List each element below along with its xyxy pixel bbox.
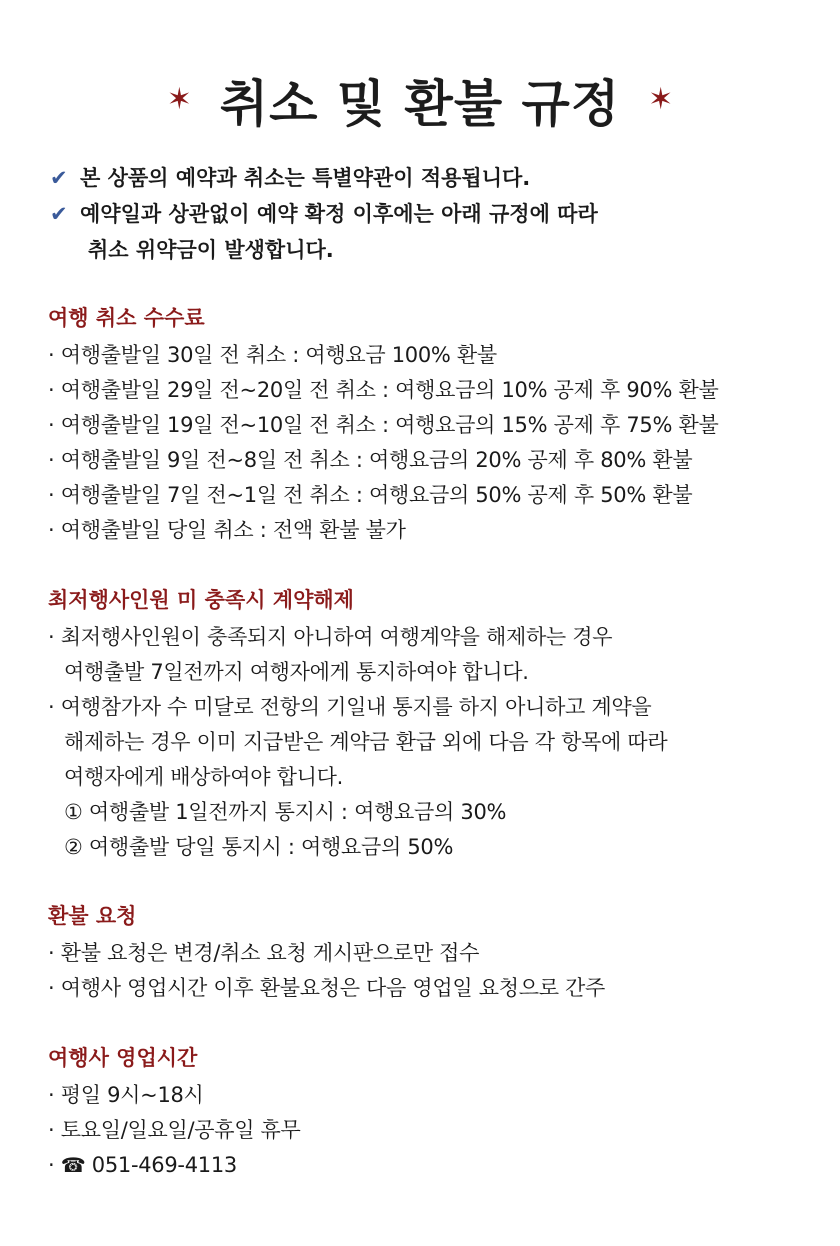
fee-line: · 여행출발일 7일 전~1일 전 취소 : 여행요금의 50% 공제 후 50% 환불 [48, 483, 693, 507]
notice-text: 예약일과 상관없이 예약 확정 이후에는 아래 규정에 따라 [80, 202, 598, 226]
phone-number: 051-469-4113 [91, 1153, 237, 1177]
notice-item [50, 160, 810, 196]
fee-line: · 여행출발일 29일 전~20일 전 취소 : 여행요금의 10% 공제 후 90% 환불 [48, 378, 719, 402]
rule-line: ① 여행출발 1일전까지 통지시 : 여행요금의 30% [64, 800, 507, 824]
fee-line: · 여행출발일 당일 취소 : 전액 환불 불가 [48, 518, 406, 542]
page-header [0, 64, 840, 136]
phone-prefix: · [48, 1153, 61, 1177]
rule-line: 여행출발 7일전까지 여행자에게 통지하여야 합니다. [64, 660, 529, 684]
phone-line [48, 1148, 818, 1183]
cancel-fee-section [48, 300, 818, 548]
hours-line: · 평일 9시~18시 [48, 1083, 204, 1107]
phone-icon: ☎ [60, 1153, 86, 1177]
rule-line: · 최저행사인원이 충족되지 아니하여 여행계약을 해제하는 경우 [48, 625, 613, 649]
rule-line: 해제하는 경우 이미 지급받은 계약금 환급 외에 다음 각 항목에 따라 [64, 730, 668, 754]
business-hours-section [48, 1040, 818, 1183]
rule-line: ② 여행출발 당일 통지시 : 여행요금의 50% [64, 835, 454, 859]
notice-item [50, 196, 810, 232]
star-icon: ✶ [648, 82, 674, 117]
section-title: 최저행사인원 미 충족시 계약해제 [48, 588, 354, 612]
fee-line: · 여행출발일 19일 전~10일 전 취소 : 여행요금의 15% 공제 후 75% 환불 [48, 413, 719, 437]
refund-section [48, 898, 818, 1006]
notice-continuation: 취소 위약금이 발생합니다. [88, 238, 334, 262]
rule-line: 여행자에게 배상하여야 합니다. [64, 765, 343, 789]
fee-line: · 여행출발일 30일 전 취소 : 여행요금 100% 환불 [48, 343, 497, 367]
star-icon: ✶ [166, 82, 192, 117]
checkmark-icon: ✔ [50, 166, 68, 190]
refund-line: · 여행사 영업시간 이후 환불요청은 다음 영업일 요청으로 간주 [48, 976, 606, 1000]
refund-line: · 환불 요청은 변경/취소 요청 게시판으로만 접수 [48, 941, 480, 965]
notice-block [50, 160, 810, 268]
section-title: 환불 요청 [48, 904, 137, 928]
min-people-section [48, 582, 818, 865]
page-title: 취소 및 환불 규정 [219, 75, 621, 133]
rule-line: · 여행참가자 수 미달로 전항의 기일내 통지를 하지 아니하고 계약을 [48, 695, 652, 719]
fee-line: · 여행출발일 9일 전~8일 전 취소 : 여행요금의 20% 공제 후 80% 환불 [48, 448, 693, 472]
notice-text: 본 상품의 예약과 취소는 특별약관이 적용됩니다. [80, 166, 531, 190]
section-title: 여행사 영업시간 [48, 1046, 198, 1070]
section-title: 여행 취소 수수료 [48, 306, 205, 330]
checkmark-icon: ✔ [50, 202, 68, 226]
hours-line: · 토요일/일요일/공휴일 휴무 [48, 1118, 301, 1142]
